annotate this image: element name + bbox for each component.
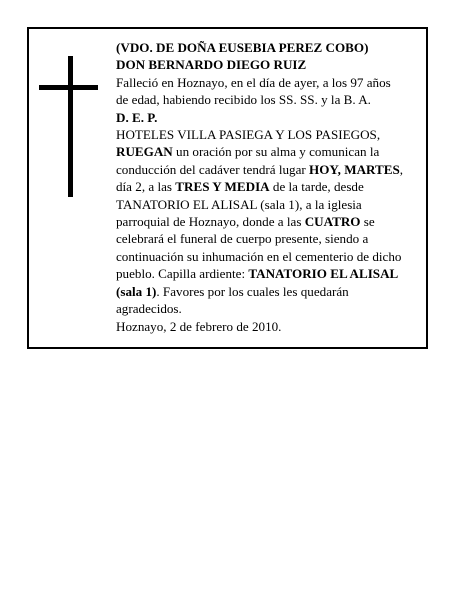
notice-text bbox=[116, 39, 422, 335]
origin-line: TANATORIO EL ALISAL (sala 1), a la iglesia bbox=[116, 196, 362, 212]
date-line: Hoznayo, 2 de febrero de 2010. bbox=[116, 318, 282, 334]
grateful-line: agradecidos. bbox=[116, 301, 182, 317]
cross-horizontal-bar bbox=[39, 85, 98, 90]
procession-line: conducción del cadáver tendrá lugar HOY, MARTES, bbox=[116, 161, 404, 177]
church-line: parroquial de Hoznayo, donde a las CUATRO se bbox=[116, 214, 375, 230]
widow-of-line: (VDO. DE DOÑA EUSEBIA PEREZ COBO) bbox=[116, 40, 369, 55]
time-line: día 2, a las TRES Y MEDIA de la tarde, desde bbox=[116, 179, 364, 195]
funeral-line: celebrará el funeral de cuerpo presente, siendo a bbox=[116, 231, 369, 247]
mourners-line: HOTELES VILLA PASIEGA Y LOS PASIEGOS, bbox=[116, 127, 381, 143]
death-line-1: Falleció en Hoznayo, en el día de ayer, a los 97 años bbox=[116, 74, 391, 90]
deceased-name: DON BERNARDO DIEGO RUIZ bbox=[116, 57, 307, 73]
obituary-notice bbox=[27, 27, 428, 349]
thanks-line: (sala 1). Favores por los cuales les quedarán bbox=[116, 283, 349, 299]
cross-vertical-bar bbox=[68, 56, 73, 197]
burial-line: continuación su inhumación en el cementerio de dicho bbox=[116, 248, 402, 264]
chapel-line: pueblo. Capilla ardiente: TANATORIO EL ALISAL bbox=[116, 266, 399, 282]
request-line: RUEGAN un oración por su alma y comunican la bbox=[116, 144, 380, 160]
dep-line: D. E. P. bbox=[116, 109, 158, 125]
death-line-2: de edad, habiendo recibido los SS. SS. y la B. A. bbox=[116, 92, 371, 108]
